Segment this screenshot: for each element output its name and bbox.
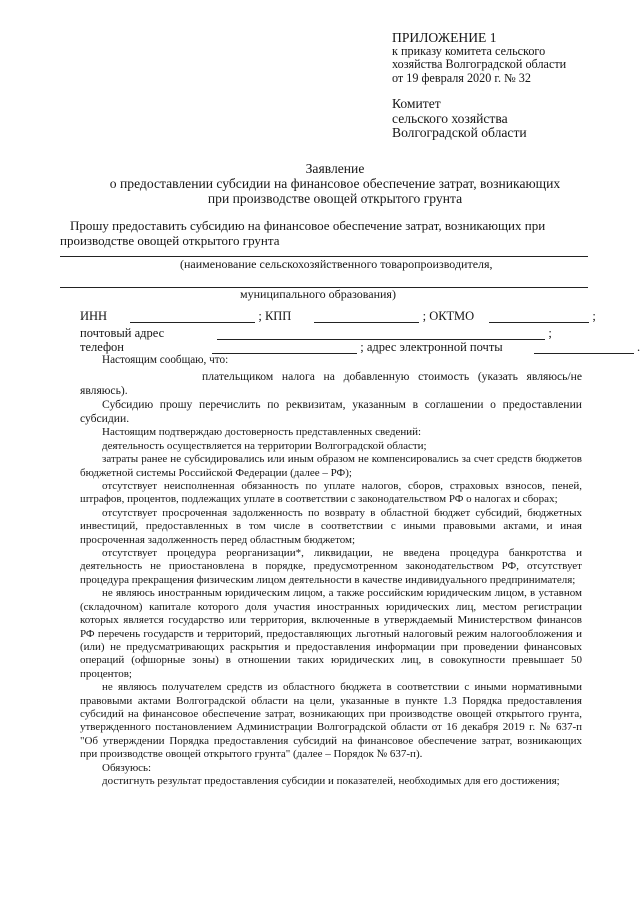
annex-block [392, 30, 632, 85]
statement-body [80, 354, 582, 788]
statement-paragraph: отсутствует процедура реорганизации*, ликвидации, не введена процедура банкротства и деятельность не приостановлена в порядке, предусмотренном законодательством РФ, отсутствует процедура прекращения физическим лицом деятельности в качестве индивидуального предпринимателя; [80, 547, 582, 586]
statement-paragraph: отсутствует неисполненная обязанность по уплате налогов, сборов, страховых взносов, пеней, штрафов, процентов, подлежащих уплате в соответствии с законодательством РФ о налогах и сборах; [80, 480, 582, 506]
postal-row [80, 327, 552, 340]
municipality-caption: муниципального образования) [240, 287, 396, 301]
title-line: Заявление [305, 161, 365, 176]
row-end: ; [548, 326, 552, 340]
statement-paragraph: Обязуюсь: [102, 761, 152, 774]
phone-label: телефон [80, 340, 124, 354]
statement-paragraph: не являюсь получателем средств из областного бюджета в соответствии с иными нормативными правовыми актами Волгоградской области на цели, указанные в пункте 1.3 Порядка предоставления субсидий на финансовое обеспечение затрат, возникающих при производстве овощей открытого грунта, утвержденного постановлением Администрации Волгоградской области от 16 декабря 2019 г. № 637-п "Об утверждении Порядка предоставления субсидий на финансовое обеспечение затрат, возникающих при производстве овощей открытого грунта" (далее – Порядок № 637-п). [80, 681, 582, 761]
statement-paragraph: отсутствует просроченная задолженность по возврату в областной бюджет субсидий, бюджетных инвестиций, предоставленных в том числе в соответствии с иными правовыми актами, и иная просроченная задолженность перед областным бюджетом; [80, 506, 582, 546]
title-line: о предоставлении субсидии на финансовое обеспечение затрат, возникающих [109, 176, 561, 191]
kpp-field[interactable] [314, 310, 419, 323]
phone-field[interactable] [212, 341, 357, 354]
row-end: ; [592, 309, 596, 323]
statement-paragraph: затраты ранее не субсидировались или иным образом не компенсировались за счет средств бюджетов бюджетной системы Российской Федерации (далее – РФ); [80, 453, 582, 479]
row-dot: . [636, 340, 640, 354]
request-paragraph [60, 218, 590, 248]
oktmo-field[interactable] [489, 310, 589, 323]
producer-caption: (наименование сельскохозяйственного товаропроизводителя, [180, 257, 493, 271]
addressee-block [392, 97, 527, 141]
postal-label: почтовый адрес [80, 326, 165, 340]
annex-line: от 19 февраля 2020 г. № 32 [392, 70, 531, 85]
contact-row [80, 341, 640, 354]
annex-line: к приказу комитета сельского [392, 44, 546, 58]
vat-paragraph: плательщиком налога на добавленную стоимость (указать являюсь/не являюсь). [80, 370, 582, 398]
email-field[interactable] [534, 341, 634, 354]
kpp-label: ; КПП [258, 309, 292, 323]
email-label: ; адрес электронной почты [360, 340, 503, 354]
statement-paragraph: деятельность осуществляется на территории Волгоградской области; [102, 439, 427, 452]
inn-kpp-oktmo-row [80, 310, 596, 323]
inn-field[interactable] [130, 310, 255, 323]
postal-field[interactable] [217, 327, 545, 340]
statement-paragraph: Субсидию прошу перечислить по реквизитам, указанным в соглашении о предоставлении субсидии. [80, 398, 582, 426]
addressee-line: Волгоградской области [392, 125, 527, 140]
title-line: при производстве овощей открытого грунта [207, 191, 463, 206]
addressee-line: Комитет [392, 96, 441, 111]
request-line: Прошу предоставить субсидию на финансовое обеспечение затрат, возникающих при [70, 218, 546, 233]
oktmo-label: ; ОКТМО [422, 309, 475, 323]
statement-paragraph: не являюсь иностранным юридическим лицом, а также российским юридическим лицом, в уставном (складочном) капитале которого доля участия иностранных юридических лиц, местом регистрации которых является государство или территория, включенные в утверждаемый Министерством финансов РФ перечень государств и территорий, предоставляющих льготный налоговый режим налогообложения и (или) не предусматривающих раскрытия и предоставления информации при проведении финансовых операций (офшорные зоны) в отношении таких юридических лиц, в совокупности превышает 50 процентов; [80, 587, 582, 680]
statement-paragraph: Настоящим сообщаю, что: [102, 354, 229, 366]
document-title [40, 161, 630, 206]
statement-paragraph: Настоящим подтверждаю достоверность представленных сведений: [102, 426, 422, 439]
annex-title: ПРИЛОЖЕНИЕ 1 [392, 30, 497, 45]
addressee-line: сельского хозяйства [392, 110, 508, 126]
statement-paragraph: достигнуть результат предоставления субсидии и показателей, необходимых для его достижения; [102, 774, 560, 787]
inn-label: ИНН [80, 309, 108, 323]
annex-line: хозяйства Волгоградской области [392, 57, 567, 72]
request-line: производстве овощей открытого грунта [60, 232, 280, 248]
